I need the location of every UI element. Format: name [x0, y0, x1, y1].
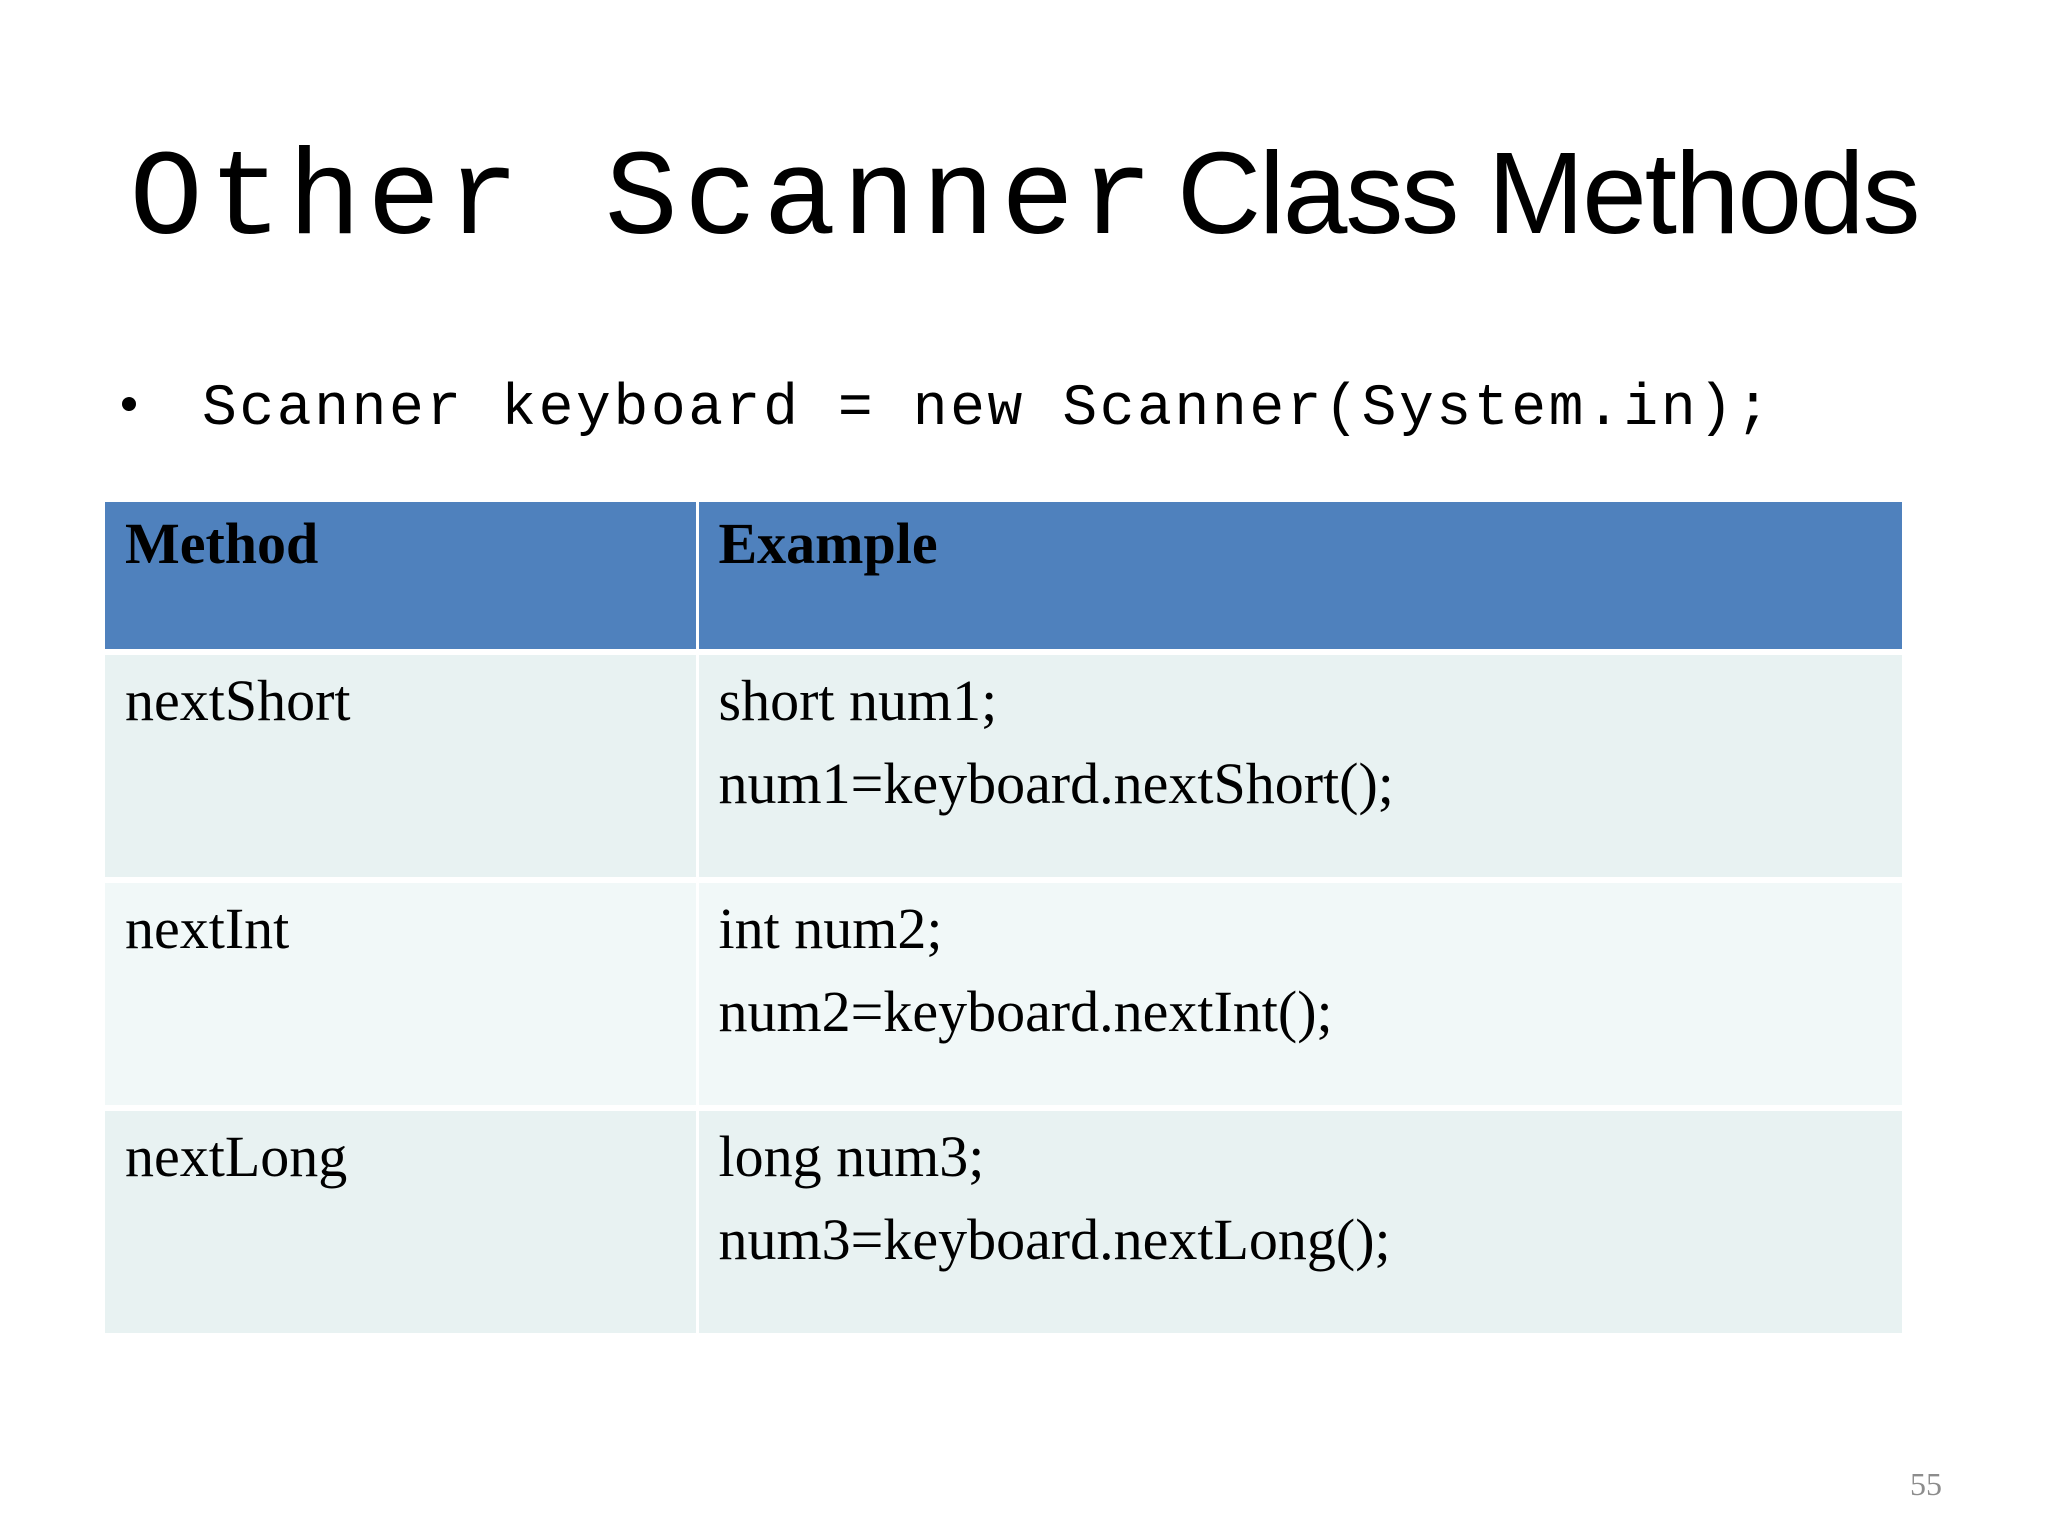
example-line: int num2;	[718, 896, 943, 961]
table-row	[105, 652, 1902, 880]
method-cell: nextLong	[105, 1108, 697, 1336]
bullet-dot-icon	[122, 397, 136, 411]
methods-table	[105, 502, 1902, 1339]
bullet-code: Scanner keyboard = new Scanner(System.in);	[202, 377, 1774, 442]
example-cell	[697, 1108, 1902, 1336]
title-text-part: Class Methods	[1177, 128, 1919, 258]
example-line: num1=keyboard.nextShort();	[718, 751, 1394, 816]
method-cell: nextInt	[105, 880, 697, 1108]
example-cell	[697, 880, 1902, 1108]
table-header-row	[105, 502, 1902, 652]
example-line: num2=keyboard.nextInt();	[718, 979, 1333, 1044]
slide-title	[0, 126, 2048, 270]
example-line: short num1;	[718, 668, 998, 733]
example-cell	[697, 652, 1902, 880]
table-row	[105, 880, 1902, 1108]
table-row	[105, 1108, 1902, 1336]
title-code-part: Other Scanner	[129, 131, 1160, 270]
header-example: Example	[697, 502, 1902, 652]
header-method: Method	[105, 502, 697, 652]
example-line: long num3;	[718, 1124, 985, 1189]
example-line: num3=keyboard.nextLong();	[718, 1207, 1391, 1272]
page-number: 55	[1910, 1466, 1942, 1502]
method-cell: nextShort	[105, 652, 697, 880]
